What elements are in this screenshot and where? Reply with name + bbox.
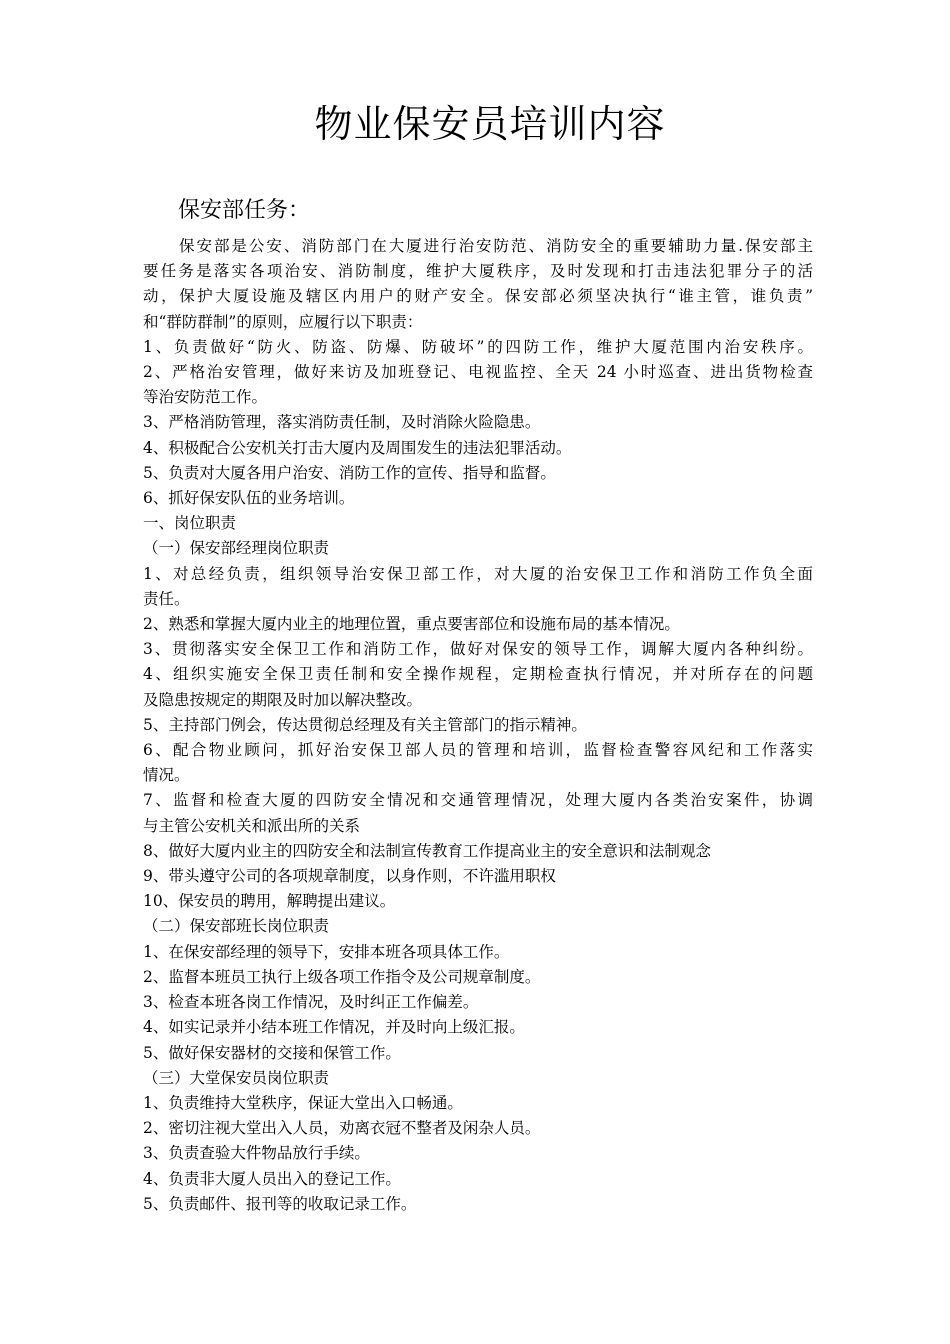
body-line: 保安部是公安、消防部门在大厦进行治安防范、消防安全的重要辅助力量.保安部主 bbox=[179, 237, 813, 255]
body-line: 8、做好大厦内业主的四防安全和法制宣传教育工作提高业主的安全意识和法制观念 bbox=[143, 841, 711, 860]
body-line: 3、严格消防管理，落实消防责任制，及时消除火险隐患。 bbox=[143, 413, 541, 432]
body-line: 1、在保安部经理的领导下，安排本班各项具体工作。 bbox=[143, 942, 510, 961]
body-line: 2、监督本班员工执行上级各项工作指令及公司规章制度。 bbox=[143, 967, 541, 986]
body-line: 3、检查本班各岗工作情况，及时纠正工作偏差。 bbox=[143, 993, 479, 1012]
body-line: 4、如实记录并小结本班工作情况，并及时向上级汇报。 bbox=[143, 1018, 525, 1037]
body-line: 5、负责邮件、报刊等的收取记录工作。 bbox=[143, 1194, 417, 1213]
body-line: 1、负责做好“防火、防盗、防爆、防破坏”的四防工作，维护大厦范围内治安秩序。 bbox=[143, 337, 813, 356]
body-line: 4、组织实施安全保卫责任制和安全操作规程，定期检查执行情况，并对所存在的问题 bbox=[143, 665, 813, 684]
body-line: （一）保安部经理岗位职责 bbox=[143, 539, 330, 558]
body-line: 1、负责维持大堂秩序，保证大堂出入口畅通。 bbox=[143, 1093, 463, 1112]
document-title: 物业保安员培训内容 bbox=[314, 102, 666, 146]
body-line: 责任。 bbox=[143, 589, 190, 608]
document-body bbox=[143, 234, 813, 1217]
body-line: （三）大堂保安员岗位职责 bbox=[143, 1068, 330, 1087]
body-line: 动，保护大厦设施及辖区内用户的财产安全。保安部必须坚决执行“谁主管，谁负责” bbox=[143, 287, 813, 306]
body-line: 等治安防范工作。 bbox=[143, 388, 268, 407]
body-line: 2、密切注视大堂出入人员，劝离衣冠不整者及闲杂人员。 bbox=[143, 1119, 541, 1138]
body-line: 2、严格治安管理，做好来访及加班登记、电视监控、全天 24 小时巡查、进出货物检查 bbox=[143, 363, 813, 382]
body-line: 3、负责查验大件物品放行手续。 bbox=[143, 1144, 370, 1163]
body-line: 情况。 bbox=[143, 766, 190, 785]
body-line: 和“群防群制”的原则，应履行以下职责： bbox=[143, 312, 423, 331]
section-heading: 保安部任务： bbox=[178, 198, 311, 223]
body-line: 5、做好保安器材的交接和保管工作。 bbox=[143, 1043, 401, 1062]
body-line: 与主管公安机关和派出所的关系 bbox=[143, 816, 361, 835]
body-line: 5、负责对大厦各用户治安、消防工作的宣传、指导和监督。 bbox=[143, 463, 556, 482]
body-line: 6、抓好保安队伍的业务培训。 bbox=[143, 489, 355, 508]
body-line: 9、带头遵守公司的各项规章制度，以身作则，不许滥用职权 bbox=[143, 867, 556, 886]
body-line: （二）保安部班长岗位职责 bbox=[143, 917, 330, 936]
body-line: 4、负责非大厦人员出入的登记工作。 bbox=[143, 1169, 401, 1188]
body-line: 10、保安员的聘用，解聘提出建议。 bbox=[143, 892, 396, 911]
body-line: 4、积极配合公安机关打击大厦内及周围发生的违法犯罪活动。 bbox=[143, 438, 572, 457]
body-line: 及隐患按规定的期限及时加以解决整改。 bbox=[143, 690, 423, 709]
body-line: 要任务是落实各项治安、消防制度，维护大厦秩序，及时发现和打击违法犯罪分子的活 bbox=[143, 262, 813, 281]
body-line: 7、监督和检查大厦的四防安全情况和交通管理情况，处理大厦内各类治安案件，协调 bbox=[143, 791, 813, 810]
body-line: 2、熟悉和掌握大厦内业主的地理位置，重点要害部位和设施布局的基本情况。 bbox=[143, 615, 680, 634]
body-line: 1、对总经负责，组织领导治安保卫部工作，对大厦的治安保卫工作和消防工作负全面 bbox=[143, 564, 813, 583]
body-line: 5、主持部门例会，传达贯彻总经理及有关主管部门的指示精神。 bbox=[143, 715, 587, 734]
body-line: 一、岗位职责 bbox=[143, 514, 237, 533]
body-line: 3、贯彻落实安全保卫工作和消防工作，做好对保安的领导工作，调解大厦内各种纠纷。 bbox=[143, 640, 813, 659]
body-line: 6、配合物业顾问，抓好治安保卫部人员的管理和培训，监督检查警容风纪和工作落实 bbox=[143, 741, 813, 760]
